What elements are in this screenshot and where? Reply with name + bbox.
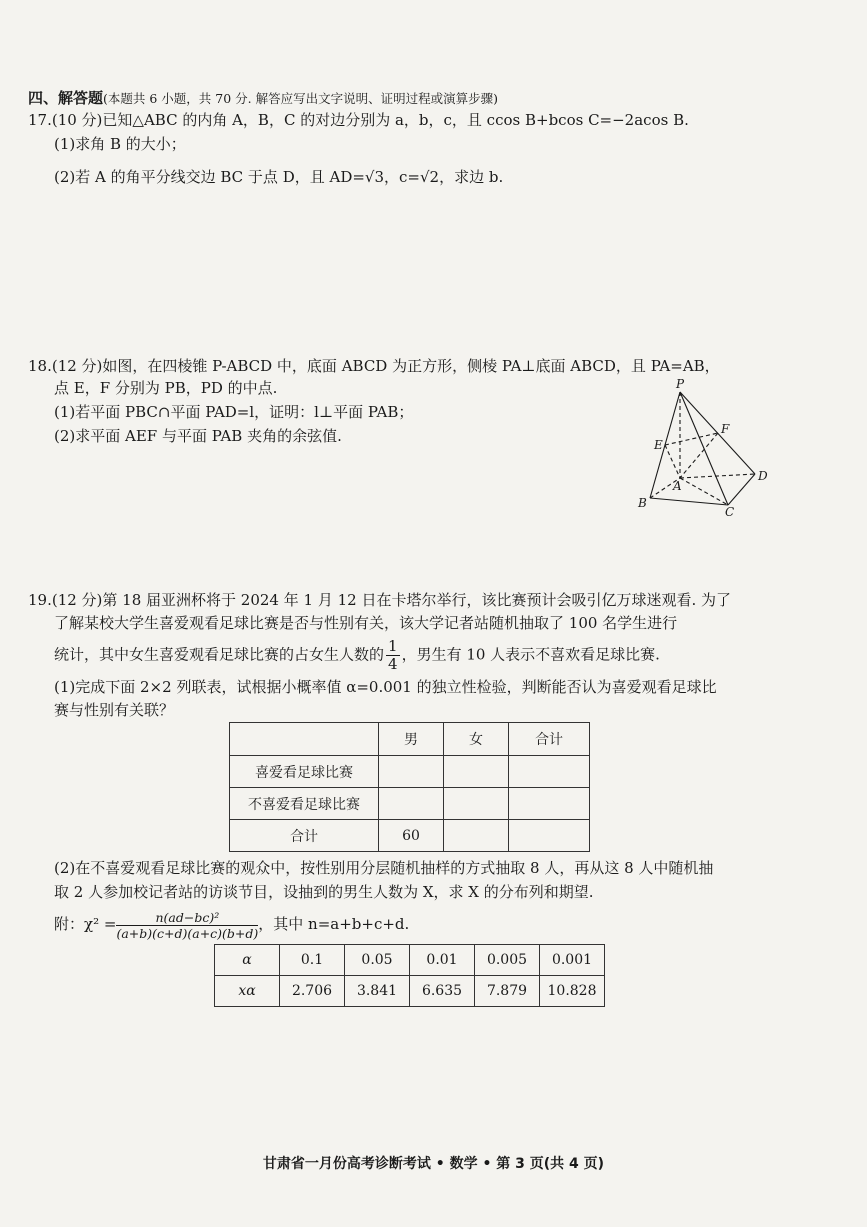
table-row	[230, 788, 590, 820]
fraction-one-quarter	[386, 638, 400, 673]
q19-part1-line1: (1)完成下面 2×2 列联表，试根据小概率值 α=0.001 的独立性检验，判断能否认为喜爱观看足球比	[54, 678, 717, 696]
table-cell: 0.001	[540, 945, 605, 976]
label-d: D	[758, 469, 768, 483]
table-row-label: α	[215, 945, 280, 976]
table-cell	[379, 756, 444, 788]
table-cell	[379, 788, 444, 820]
table-cell: 3.841	[345, 976, 410, 1007]
critical-value-table	[214, 944, 605, 1007]
q19-part2-line2: 取 2 人参加校记者站的访谈节目，设抽到的男生人数为 X，求 X 的分布列和期望.	[54, 883, 594, 901]
table-cell: 10.828	[540, 976, 605, 1007]
table-cell	[444, 788, 509, 820]
table-header-female: 女	[444, 723, 509, 756]
table-row	[215, 976, 605, 1007]
formula-denominator: (a+b)(c+d)(a+c)(b+d)	[116, 925, 259, 941]
label-a: A	[673, 479, 682, 493]
table-cell	[509, 820, 590, 852]
label-b: B	[638, 496, 647, 510]
label-c: C	[725, 505, 735, 518]
contingency-table	[229, 722, 590, 852]
q19-part2-line1: (2)在不喜爱观看足球比赛的观众中，按性别用分层随机抽样的方式抽取 8 人，再从这 8 人中随机抽	[54, 859, 714, 877]
table-cell: 60	[379, 820, 444, 852]
formula-suffix: ，其中 n=a+b+c+d.	[258, 915, 410, 933]
pyramid-figure	[630, 378, 780, 518]
q18-part1: (1)若平面 PBC∩平面 PAD=l，证明：l⊥平面 PAB；	[54, 403, 414, 421]
label-p: P	[676, 378, 685, 391]
q19-stem-line2: 了解某校大学生喜爱观看足球比赛是否与性别有关，该大学记者站随机抽取了 100 名学生进行	[54, 614, 678, 632]
table-row	[230, 756, 590, 788]
table-cell: 2.706	[280, 976, 345, 1007]
table-cell	[509, 756, 590, 788]
formula-fraction	[116, 910, 258, 941]
table-cell: 6.635	[410, 976, 475, 1007]
table-cell	[509, 788, 590, 820]
table-row	[230, 723, 590, 756]
section-note: (本题共 6 小题，共 70 分. 解答应写出文字说明、证明过程或演算步骤)	[103, 91, 498, 106]
q19-line3-before: 统计，其中女生喜爱观看足球比赛的占女生人数的	[54, 645, 385, 664]
q19-line3-after: ，男生有 10 人表示不喜欢看足球比赛.	[401, 645, 660, 664]
fraction-denominator: 4	[388, 655, 398, 673]
table-cell: 0.1	[280, 945, 345, 976]
fraction-numerator: 1	[388, 637, 398, 655]
formula-prefix: 附：χ² =	[54, 915, 117, 933]
q19-stem-line1: 19.(12 分)第 18 届亚洲杯将于 2024 年 1 月 12 日在卡塔尔举行，该比赛预计会吸引亿万球迷观看. 为了	[28, 591, 731, 609]
table-row-label: 不喜爱看足球比赛	[230, 788, 379, 820]
table-row	[215, 945, 605, 976]
table-row-label: xα	[215, 976, 280, 1007]
q18-stem-line2: 点 E，F 分别为 PB，PD 的中点.	[54, 379, 278, 397]
table-row-label: 合计	[230, 820, 379, 852]
table-cell	[444, 820, 509, 852]
formula-numerator: n(ad−bc)²	[116, 910, 258, 926]
table-cell: 0.05	[345, 945, 410, 976]
table-cell: 7.879	[475, 976, 540, 1007]
q17-stem: 17.(10 分)已知△ABC 的内角 A，B，C 的对边分别为 a，b，c，且 ccos B+bcos C=−2acos B.	[28, 111, 689, 129]
q17-part2: (2)若 A 的角平分线交边 BC 于点 D，且 AD=√3，c=√2，求边 b.	[54, 168, 504, 186]
table-header-male: 男	[379, 723, 444, 756]
table-header-total: 合计	[509, 723, 590, 756]
section-header	[28, 88, 498, 109]
table-row-label: 喜爱看足球比赛	[230, 756, 379, 788]
q19-stem-line3	[54, 638, 660, 673]
table-row	[230, 820, 590, 852]
page-footer: 甘肃省一月份高考诊断考试 • 数学 • 第 3 页(共 4 页)	[262, 1156, 605, 1172]
label-e: E	[654, 438, 663, 452]
table-cell	[230, 723, 379, 756]
q18-stem-line1: 18.(12 分)如图，在四棱锥 P-ABCD 中，底面 ABCD 为正方形，侧棱 PA⊥底面 ABCD，且 PA=AB，	[28, 357, 720, 375]
label-f: F	[721, 422, 730, 436]
table-cell: 0.01	[410, 945, 475, 976]
q18-part2: (2)求平面 AEF 与平面 PAB 夹角的余弦值.	[54, 427, 342, 445]
q17-part1: (1)求角 B 的大小；	[54, 135, 186, 153]
chi-square-formula	[54, 908, 409, 941]
section-title: 四、解答题	[28, 89, 104, 107]
table-cell	[444, 756, 509, 788]
q19-part1-line2: 赛与性别有关联？	[54, 701, 175, 719]
table-cell: 0.005	[475, 945, 540, 976]
